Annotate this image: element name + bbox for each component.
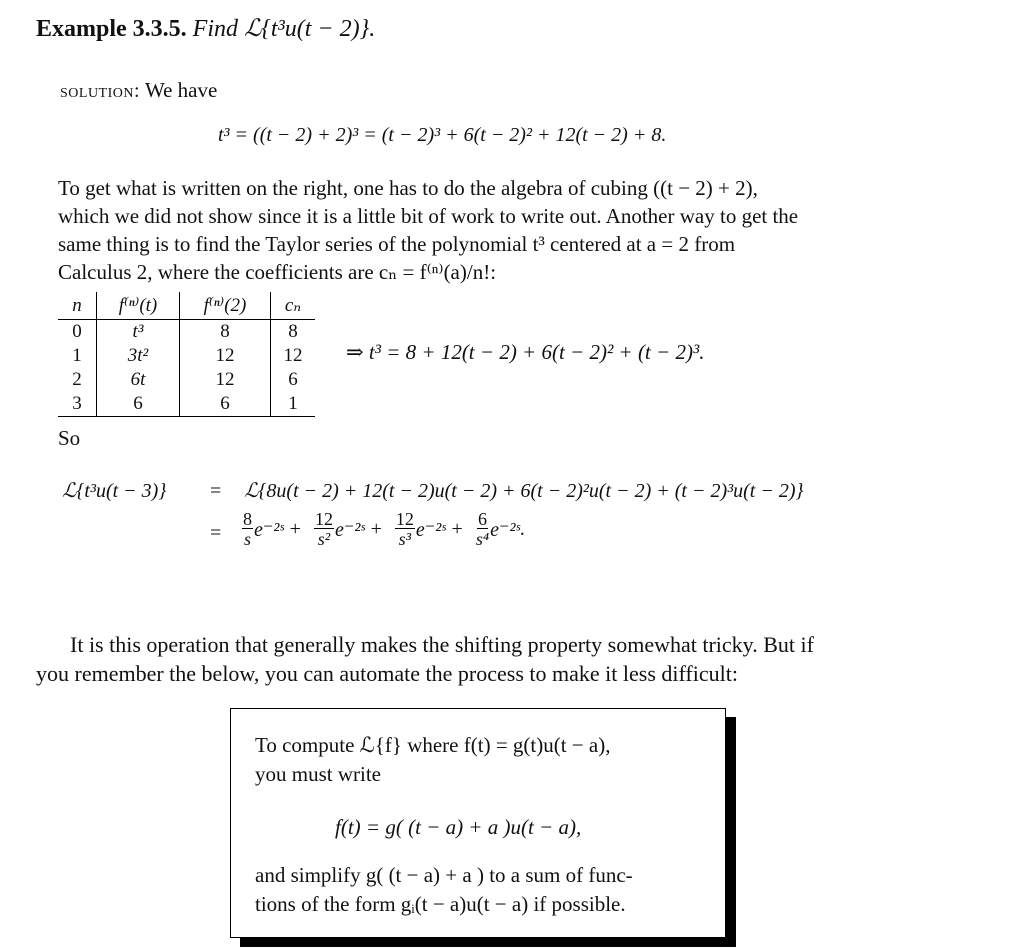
fraction-denominator: s: [243, 529, 251, 549]
table-cell: 3t²: [97, 344, 180, 368]
fraction-numerator: 12: [314, 509, 333, 529]
table-cell: 6t: [97, 368, 180, 392]
table-header-cell: f⁽ⁿ⁾(2): [180, 292, 271, 320]
table-cell: 8: [180, 320, 271, 345]
fraction-term: [242, 510, 307, 548]
table-cell: 6: [288, 369, 298, 390]
rule-line-4: tions of the form gᵢ(t − a)u(t − a) if possible.: [255, 892, 626, 916]
table-row: [58, 368, 315, 392]
derivation-lhs: ℒ{t³u(t − 3)}: [62, 480, 167, 502]
fraction-term: [476, 510, 525, 548]
table-cell: 2: [58, 368, 97, 392]
table-cell: 12: [180, 368, 271, 392]
table-cell: 6: [180, 392, 271, 417]
paragraph-line-4: Calculus 2, where the coefficients are cₙ = f⁽ⁿ⁾(a)/n!:: [58, 260, 497, 284]
exponential: e⁻²ˢ: [415, 518, 446, 541]
table-header-row: [58, 292, 315, 320]
fraction: [242, 510, 253, 548]
example-label: Example 3.3.5.: [36, 16, 187, 42]
term-separator: +: [451, 517, 463, 540]
rule-intro: [255, 731, 610, 789]
table-header-cell: cₙ: [271, 292, 316, 320]
fraction-numerator: 8: [243, 509, 252, 529]
table-row: [58, 320, 315, 345]
solution-text: We have: [144, 78, 218, 102]
fraction-term: [314, 510, 388, 548]
derivation-rhs-1: ℒ{8u(t − 2) + 12(t − 2)u(t − 2) + 6(t − 2)²u(t − 2) + (t − 2)³u(t − 2)}: [244, 480, 804, 502]
fraction-denominator: s³: [398, 529, 412, 549]
derivation-equals-2: =: [210, 522, 222, 544]
term-terminator: .: [519, 517, 525, 540]
exponential: e⁻²ˢ: [334, 518, 365, 541]
example-title: [36, 14, 375, 43]
taylor-paragraph: [58, 174, 888, 286]
fraction-denominator: s⁴: [475, 529, 490, 549]
example-find: Find: [192, 16, 238, 42]
term-separator: +: [370, 517, 382, 540]
closing-line-2: you remember the below, you can automate the process to make it less difficult:: [36, 661, 738, 686]
fraction: [476, 510, 489, 548]
fraction-term: [395, 510, 469, 548]
rule-line-2: you must write: [255, 762, 381, 786]
table-header-cell: n: [58, 292, 97, 320]
rule-line-1: To compute ℒ{f} where f(t) = g(t)u(t − a),: [255, 733, 611, 757]
table-cell: 6: [97, 392, 180, 417]
solution-label: solution:: [60, 80, 141, 102]
exponential: e⁻²ˢ: [254, 518, 284, 541]
example-expression: ℒ{t³u(t − 2)}.: [244, 16, 376, 42]
table-cell: 12: [180, 344, 271, 368]
derivation-equals-1: =: [210, 480, 222, 502]
closing-paragraph: [36, 630, 814, 688]
solution-intro: [60, 78, 217, 103]
so-label: So: [58, 426, 81, 450]
exponential: e⁻²ˢ: [490, 518, 520, 541]
rule-box: [230, 708, 726, 938]
implies-equation: ⇒ t³ = 8 + 12(t − 2) + 6(t − 2)² + (t − 2)³.: [346, 340, 705, 364]
table-cell: 1: [58, 344, 97, 368]
closing-line-1: It is this operation that generally makes the shifting property somewhat tricky. But if: [70, 632, 814, 657]
table-header-cell: f⁽ⁿ⁾(t): [97, 292, 180, 320]
rule-formula: f(t) = g( (t − a) + a )u(t − a),: [335, 815, 582, 839]
rule-line-3: and simplify g( (t − a) + a ) to a sum of func-: [255, 863, 633, 887]
table-cell: t³: [97, 320, 180, 345]
derivation-rhs-2: [242, 508, 527, 564]
rule-conclusion: [255, 861, 633, 919]
fraction: [314, 510, 334, 548]
paragraph-line-3: same thing is to find the Taylor series of the polynomial t³ centered at a = 2 from: [58, 232, 736, 256]
table-cell: 0: [58, 320, 97, 345]
paragraph-line-1: To get what is written on the right, one has to do the algebra of cubing ((t − 2) + 2),: [58, 176, 758, 200]
fraction: [395, 510, 415, 548]
expansion-equation: t³ = ((t − 2) + 2)³ = (t − 2)³ + 6(t − 2)² + 12(t − 2) + 8.: [218, 124, 667, 146]
table-row: [58, 344, 315, 368]
term-separator: +: [289, 517, 301, 540]
fraction-numerator: 12: [395, 509, 414, 529]
table-cell: 3: [58, 392, 97, 417]
paragraph-line-2: which we did not show since it is a little bit of work to write out. Another way to get the: [58, 204, 799, 228]
taylor-table: [58, 292, 315, 417]
table-cell: 8: [288, 321, 298, 342]
table-cell: 12: [283, 345, 303, 366]
table-cell: 1: [271, 392, 316, 417]
fraction-numerator: 6: [477, 509, 487, 529]
table-row: [58, 392, 315, 417]
fraction-denominator: s²: [317, 529, 331, 549]
